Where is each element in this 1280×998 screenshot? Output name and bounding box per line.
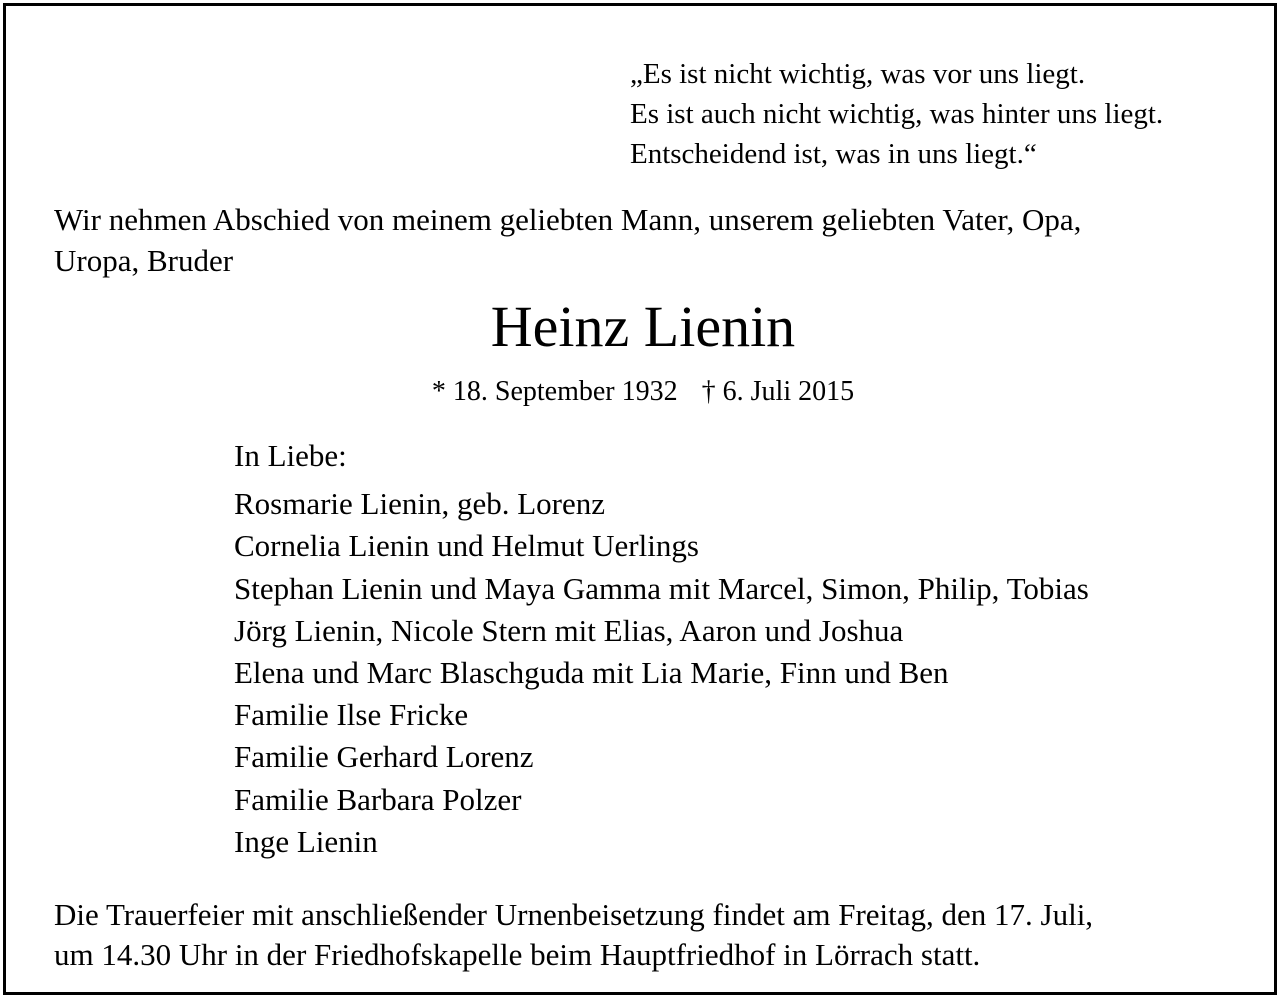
mourner-entry: Cornelia Lienin und Helmut Uerlings [234, 528, 699, 564]
mourners-heading: In Liebe: [234, 438, 347, 473]
mourner-entry: Inge Lienin [234, 823, 378, 859]
mourner-entry: Familie Ilse Fricke [234, 697, 469, 733]
deceased-name: Heinz Lienin [490, 294, 796, 359]
mourners-block [234, 435, 1089, 863]
mourner-entry: Familie Barbara Polzer [234, 781, 522, 817]
intro-line: Uropa, Bruder [54, 243, 234, 278]
intro-line: Wir nehmen Abschied von meinem geliebten Mann, unserem geliebten Vater, Opa, [54, 202, 1082, 237]
mourner-entry: Jörg Lienin, Nicole Stern mit Elias, Aaron und Joshua [234, 612, 904, 648]
mourner-entry: Stephan Lienin und Maya Gamma mit Marcel, Simon, Philip, Tobias [234, 570, 1089, 606]
farewell-intro [54, 199, 1244, 281]
death-date: † 6. Juli 2015 [701, 376, 855, 407]
obituary-notice [3, 3, 1277, 995]
life-dates [6, 374, 1280, 410]
mourner-entry: Rosmarie Lienin, geb. Lorenz [234, 486, 606, 522]
quote-line: „Es ist nicht wichtig, was vor uns liegt. [630, 58, 1086, 90]
ceremony-info [54, 895, 1093, 975]
quote-line: Entscheidend ist, was in uns liegt.“ [630, 138, 1037, 170]
ceremony-line: um 14.30 Uhr in der Friedhofskapelle beim Hauptfriedhof in Lörrach statt. [54, 937, 981, 972]
mourner-entry: Familie Gerhard Lorenz [234, 739, 534, 775]
birth-date: * 18. September 1932 [431, 376, 678, 407]
mourner-entry: Elena und Marc Blaschguda mit Lia Marie, Finn und Ben [234, 655, 949, 691]
quote-line: Es ist auch nicht wichtig, was hinter uns liegt. [630, 98, 1164, 130]
quote-block [630, 54, 1163, 174]
ceremony-line: Die Trauerfeier mit anschließender Urnenbeisetzung findet am Freitag, den 17. Juli, [54, 897, 1094, 932]
